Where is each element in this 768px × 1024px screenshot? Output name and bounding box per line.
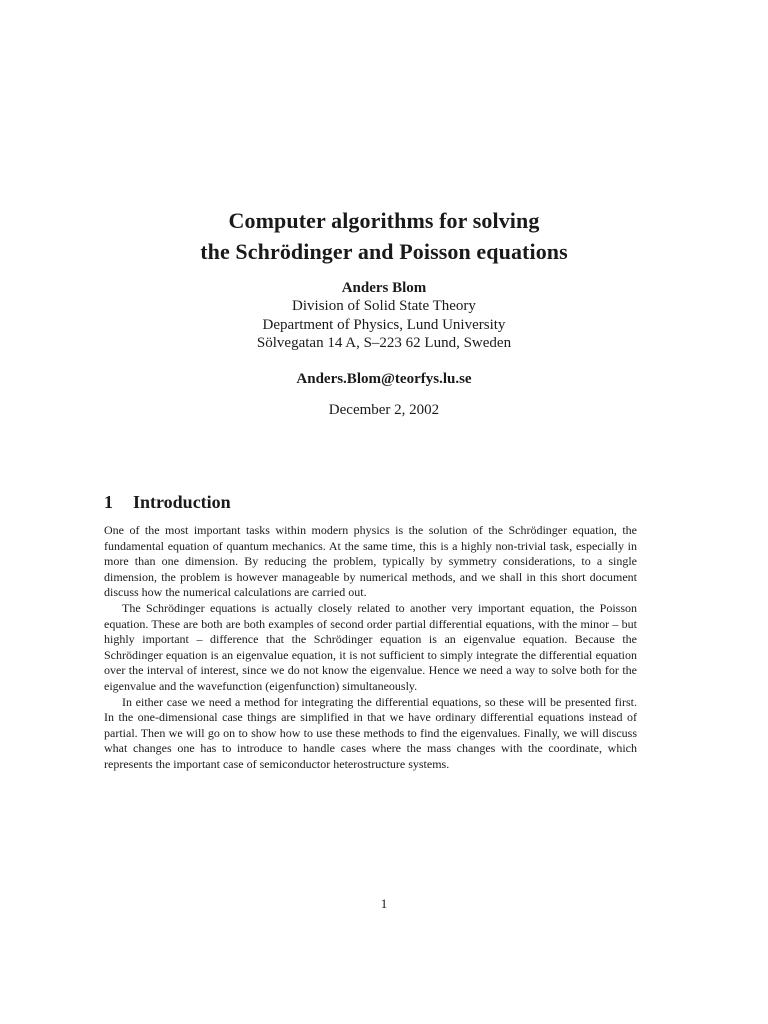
author-block xyxy=(0,279,768,352)
author-department: Department of Physics, Lund University xyxy=(262,316,506,333)
title-line-2: the Schrödinger and Poisson equations xyxy=(200,239,568,264)
author-email: Anders.Blom@teorfys.lu.se xyxy=(296,371,472,387)
paragraph-2: The Schrödinger equations is actually closely related to another very important equation, the Poisson equation. These are both are both examples of second order partial differential equations, with the minor – but highly important – difference that the Schrödinger equation is an eigenvalue equation. Because the Schrödinger equation is an eigenvalue equation, it is not sufficient to simply integrate the differential equation over the interval of interest, since we do not know the eigenvalue. Hence we need a way to solve both for the eigenvalue and the wavefunction (eigenfunction) simultaneously. xyxy=(104,600,637,693)
paper-title xyxy=(0,205,768,267)
author-division: Division of Solid State Theory xyxy=(292,298,476,315)
paper-date: December 2, 2002 xyxy=(328,402,440,418)
section-heading xyxy=(104,490,231,514)
paragraph-3: In either case we need a method for integrating the differential equations, so these will be presented first. In the one-dimensional case things are simplified in that we have ordinary differential equations instead of partial. Then we will go on to show how to use these methods to find the eigenvalues. Finally, we will discuss what changes one has to introduce to handle cases where the mass changes with the coordinate, which represents the important case of semiconductor heterostructure systems. xyxy=(104,694,637,771)
author-name: Anders Blom xyxy=(341,280,427,296)
paragraph-1: One of the most important tasks within modern physics is the solution of the Schrödinger equation, the fundamental equation of quantum mechanics. At the same time, this is a highly non-trivial task, especially in more than one dimension. By reducing the problem, typically by symmetry considerations, to a single dimension, the problem is however manageable by numerical methods, and we shall in this short document discuss how the numerical calculations are carried out. xyxy=(104,523,637,600)
section-number: 1 xyxy=(104,492,113,512)
page-number: 1 xyxy=(380,896,388,911)
author-address: Sölvegatan 14 A, S–223 62 Lund, Sweden xyxy=(256,334,512,351)
section-title: Introduction xyxy=(133,492,231,512)
title-line-1: Computer algorithms for solving xyxy=(228,208,540,233)
section-body xyxy=(104,523,637,773)
